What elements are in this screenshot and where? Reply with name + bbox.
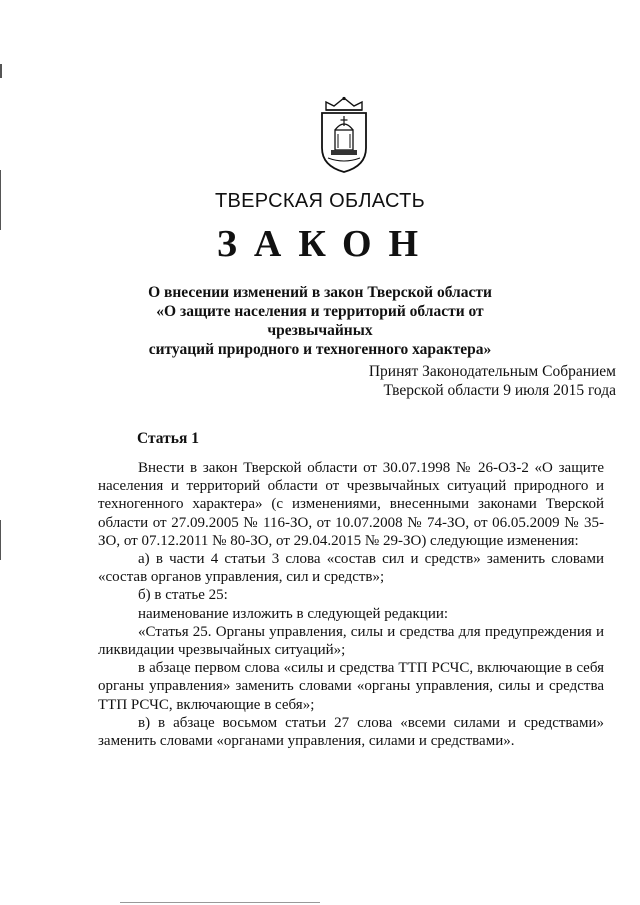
region-title: ТВЕРСКАЯ ОБЛАСТЬ [214, 190, 426, 212]
article-paragraph: Внести в закон Тверской области от 30.07.1998 № 26-ОЗ-2 «О защите населения и территорий области от чрезвычайных ситуаций природного и техногенного характера» (с изменениями, внесенными законами Тверской области от 27.09.2005 № 116-ЗО, от 10.07.2008 № 74-ЗО, от 06.05.2009 № 35-ЗО, от 07.12.2011 № 80-ЗО, от 29.04.2015 № 29-ЗО) следующие изменения: [98, 460, 604, 549]
article-paragraph: б) в статье 25: [138, 587, 228, 604]
tver-coat-of-arms-icon [314, 96, 374, 174]
scan-edge-mark [0, 170, 1, 230]
adoption-line: Тверской области 9 июля 2015 года [383, 382, 616, 399]
article-paragraph: «Статья 25. Органы управления, силы и средства для предупреждения и ликвидации чрезвычайных ситуаций»; [98, 623, 604, 659]
adoption-line: Принят Законодательным Собранием [368, 363, 616, 380]
scan-edge-mark [120, 902, 320, 903]
article-body [98, 459, 604, 750]
article-paragraph: наименование изложить в следующей редакции: [138, 605, 449, 622]
doc-type-title: ЗАКОН [216, 223, 436, 265]
scan-edge-mark [0, 64, 2, 78]
law-name-line: ситуаций природного и техногенного характера» [148, 341, 492, 358]
article-paragraph: в) в абзаце восьмом статьи 27 слова «всеми силами и средствами» заменить словами «органами управления, силами и средствами». [98, 714, 604, 750]
article-title: Статья 1 [137, 430, 199, 447]
article-paragraph: в абзаце первом слова «силы и средства ТТП РСЧС, включающие в себя органы управления» заменить словами «органы управления, силы и средства ТТП РСЧС, включающие в себя»; [98, 660, 604, 713]
article-paragraph: а) в части 4 статьи 3 слова «состав сил и средств» заменить словами «состав органов управления, сил и средств»; [98, 551, 604, 586]
law-name [110, 283, 530, 359]
scan-edge-mark [0, 520, 1, 560]
adoption-note [316, 362, 616, 400]
law-name-line: О внесении изменений в закон Тверской области [148, 284, 492, 301]
law-name-line: «О защите населения и территорий области от чрезвычайных [156, 303, 484, 339]
